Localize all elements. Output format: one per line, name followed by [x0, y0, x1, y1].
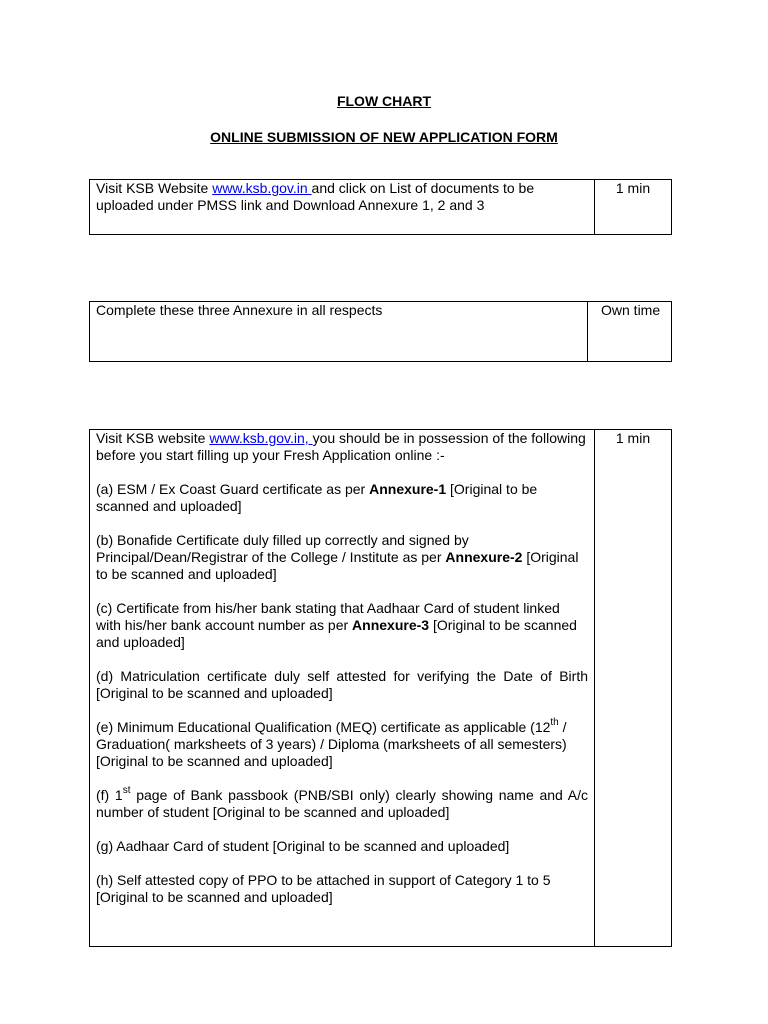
list-item-h: (h) Self attested copy of PPO to be attached in support of Category 1 to 5 [Original to be scanned and uploaded]: [96, 872, 551, 905]
annexure-1-label: Annexure-1: [369, 481, 447, 497]
step-2-description: Complete these three Annexure in all respects: [90, 302, 588, 362]
ksb-website-link[interactable]: www.ksb.gov.in: [212, 180, 312, 196]
item-e-text: (e) Minimum Educational Qualification (MEQ) certificate as applicable (12: [96, 719, 551, 735]
step-3-time: 1 min: [595, 430, 672, 947]
step-1-box: [89, 179, 672, 235]
list-item-f: [96, 787, 588, 821]
step-3-description: [90, 430, 595, 947]
item-c-suffix: [Original to be scanned and uploaded]: [96, 617, 577, 650]
step-3-box: [89, 429, 672, 947]
list-item-a: [96, 481, 588, 515]
step-3-intro-continued: you should be in possession of the following before you start filling up your Fresh Application online :-: [96, 430, 586, 463]
item-c-text: (c) Certificate from his/her bank stating that Aadhaar Card of student linked with his/her bank account number as per: [96, 600, 560, 633]
list-item-g: (g) Aadhaar Card of student [Original to be scanned and uploaded]: [96, 838, 510, 854]
step-3-intro-text: Visit KSB website: [96, 430, 210, 446]
ksb-website-link-2[interactable]: www.ksb.gov.in,: [209, 430, 313, 446]
list-item-c: [96, 600, 588, 651]
step-2-time: Own time: [588, 302, 672, 362]
list-item-b: [96, 532, 588, 583]
item-a-text: (a) ESM / Ex Coast Guard certificate as per: [96, 481, 370, 497]
annexure-3-label: Annexure-3: [352, 617, 430, 633]
item-a-suffix: [Original to be scanned and uploaded]: [96, 481, 538, 514]
document-subtitle: ONLINE SUBMISSION OF NEW APPLICATION FORM: [210, 129, 558, 145]
item-b-text: (b) Bonafide Certificate duly filled up correctly and signed by Principal/Dean/Registrar of the College / Institute as per: [96, 532, 469, 565]
item-f-text: (f) 1: [96, 787, 123, 803]
list-item-d: (d) Matriculation certificate duly self attested for verifying the Date of Birth [Original to be scanned and uploaded]: [96, 668, 588, 701]
step-2-box: [89, 301, 672, 362]
item-f-suffix: page of Bank passbook (PNB/SBI only) clearly showing name and A/c number of student [Original to be scanned and uploaded]: [96, 787, 589, 820]
item-f-superscript: st: [122, 785, 131, 797]
step-1-text: Visit KSB Website: [96, 180, 213, 196]
step-1-text-continued: and click on List of documents to be uploaded under PMSS link and Download Annexure 1, 2 and 3: [96, 180, 535, 213]
annexure-2-label: Annexure-2: [445, 549, 523, 565]
step-1-time: 1 min: [595, 180, 672, 235]
item-e-superscript: th: [550, 717, 559, 729]
list-item-e: [96, 719, 588, 770]
step-1-description: [90, 180, 595, 235]
document-title: FLOW CHART: [336, 93, 432, 109]
step-3-intro: [96, 430, 588, 464]
item-e-suffix: / Graduation( marksheets of 3 years) / Diploma (marksheets of all semesters) [Original to be scanned and uploaded]: [96, 719, 567, 769]
item-b-suffix: [Original to be scanned and uploaded]: [96, 549, 579, 582]
